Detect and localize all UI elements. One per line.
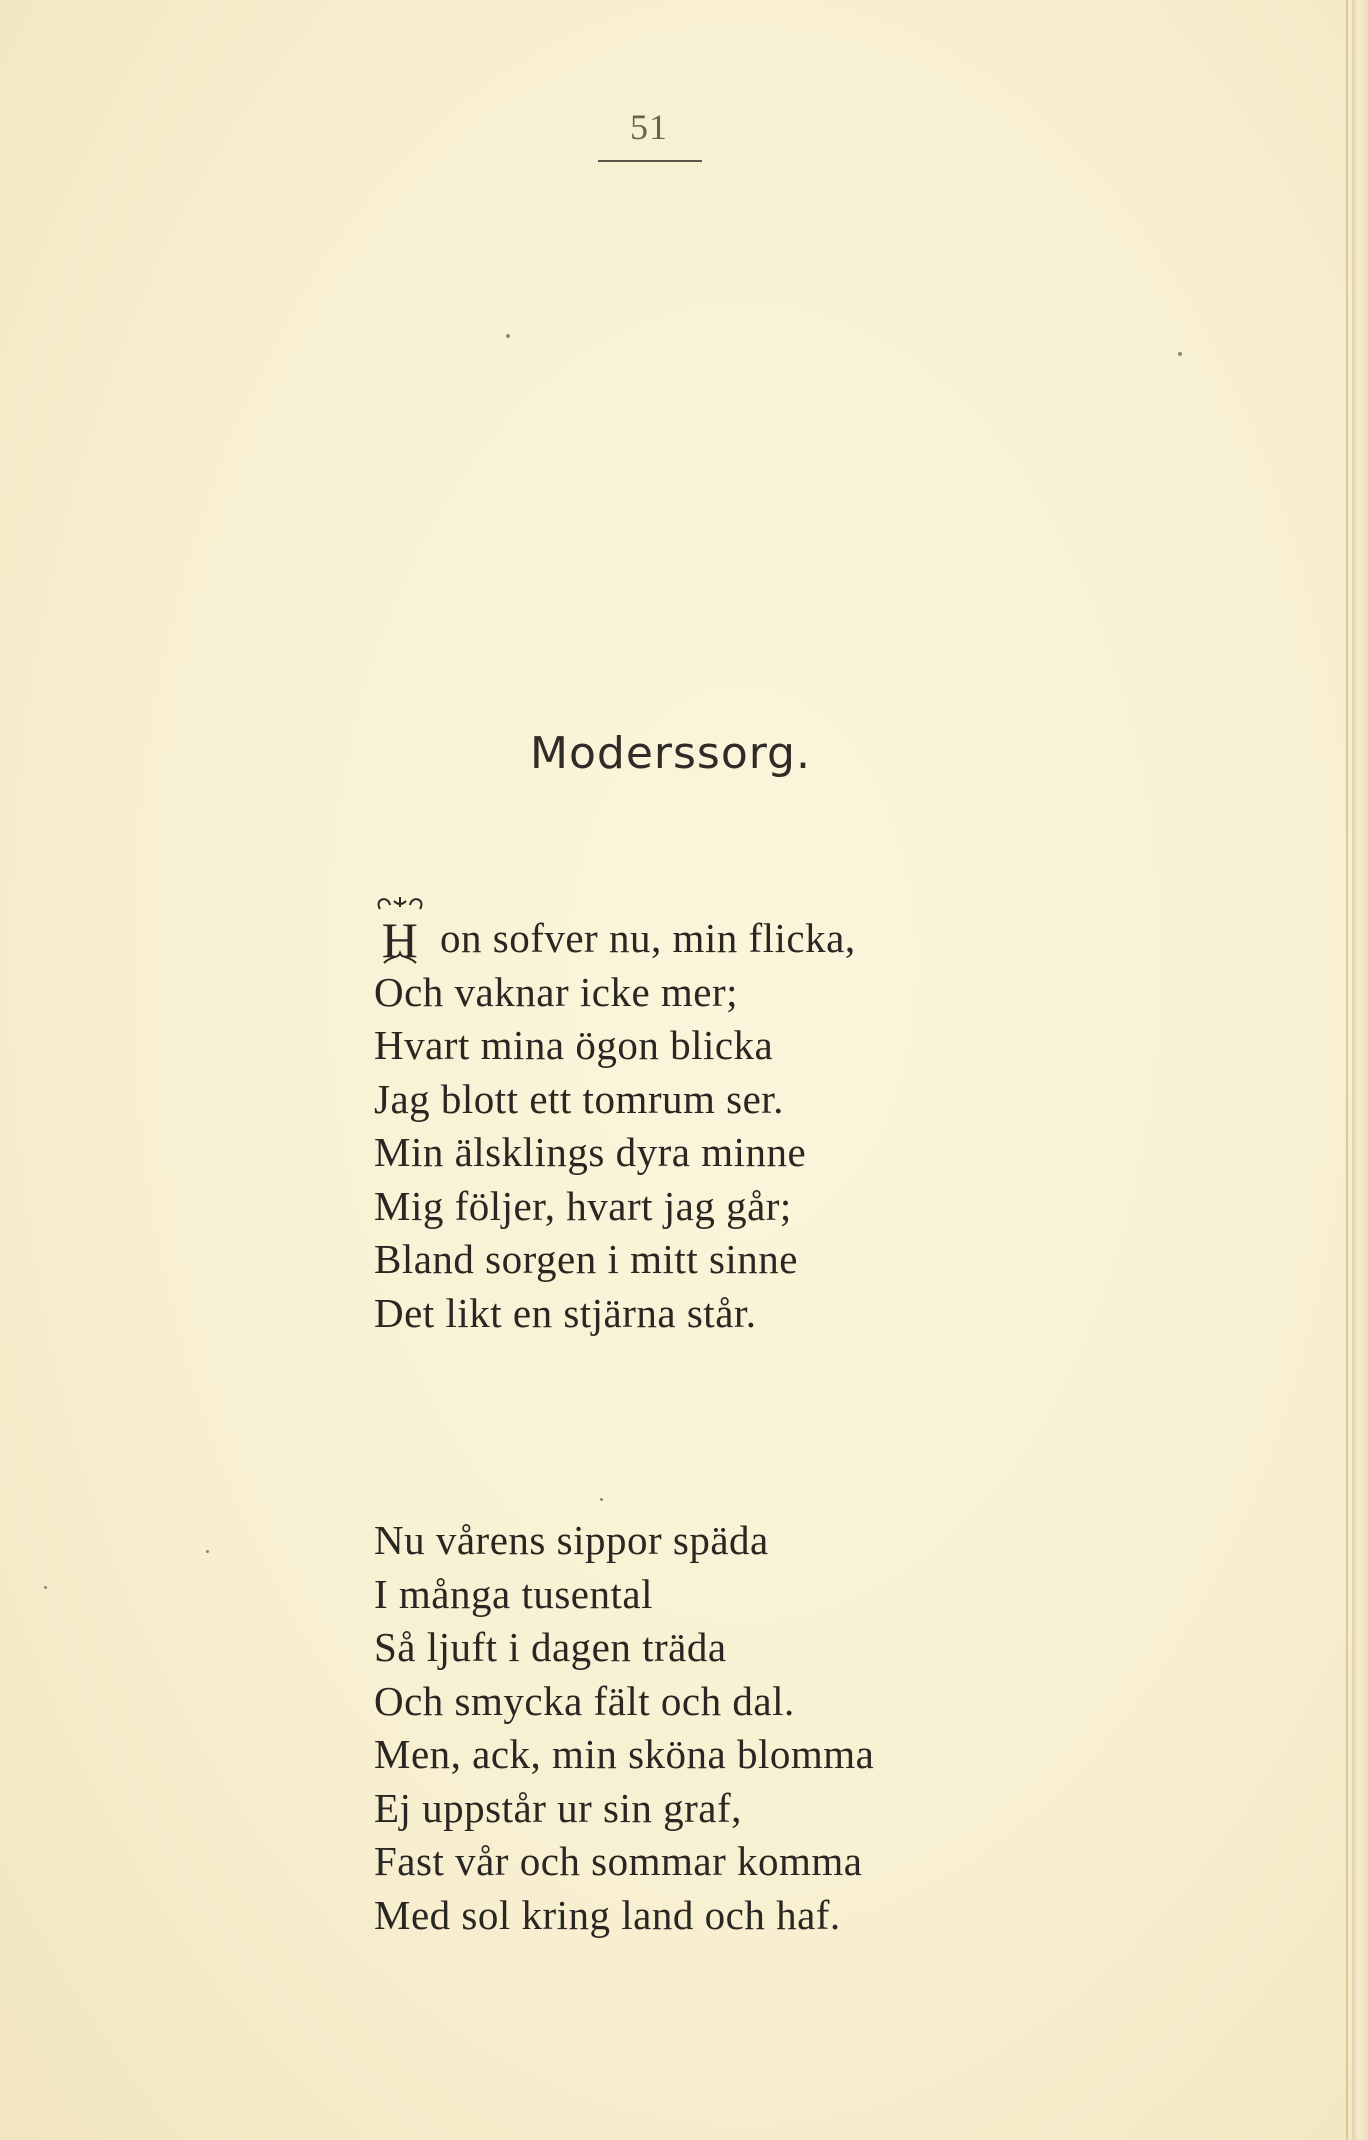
page-number: 51	[630, 107, 668, 147]
ornamental-initial-flourish	[370, 893, 440, 969]
stanza-1	[374, 912, 856, 1340]
poem-title: Moderssorg.	[530, 728, 811, 779]
poem-line-15: Fast vår och sommar komma	[374, 1838, 863, 1884]
poem-line-1	[374, 912, 856, 966]
paper-speck	[600, 1498, 603, 1501]
page-edge-line	[1346, 0, 1348, 2140]
poem-line-7: Bland sorgen i mitt sinne	[374, 1236, 799, 1282]
paper-speck	[206, 1550, 209, 1553]
stanza-2	[374, 1514, 874, 1942]
paper-speck	[44, 1586, 47, 1589]
drop-cap-letter: H	[381, 911, 419, 968]
poem-line-5: Min älsklings dyra minne	[374, 1129, 807, 1175]
poem-line-2: Och vaknar icke mer;	[374, 968, 739, 1015]
paper-speck	[1178, 352, 1182, 356]
poem-line-14: Ej uppstår ur sin graf,	[374, 1784, 742, 1831]
poem-line-4: Jag blott ett tomrum ser.	[374, 1075, 784, 1122]
poem-line-3: Hvart mina ögon blicka	[374, 1022, 774, 1068]
poem-line-13: Men, ack, min sköna blomma	[374, 1731, 875, 1777]
poem-line-11: Så ljuft i dagen träda	[374, 1624, 727, 1670]
poem-line-9: Nu vårens sippor späda	[374, 1517, 769, 1563]
poem-line-12: Och smycka fält och dal.	[374, 1677, 795, 1724]
poem-line-6: Mig följer, hvart jag går;	[374, 1182, 792, 1229]
page-number-rule	[598, 160, 702, 162]
poem-line-10: I många tusental	[374, 1570, 653, 1617]
poem-line-16: Med sol kring land och haf.	[374, 1891, 841, 1938]
poem-line-text: on sofver nu, min flicka,	[440, 915, 856, 961]
page-edge	[1352, 0, 1368, 2140]
ornamental-initial	[374, 913, 436, 966]
paper-speck	[506, 334, 510, 338]
poem-line-8: Det likt en stjärna står.	[374, 1289, 757, 1336]
